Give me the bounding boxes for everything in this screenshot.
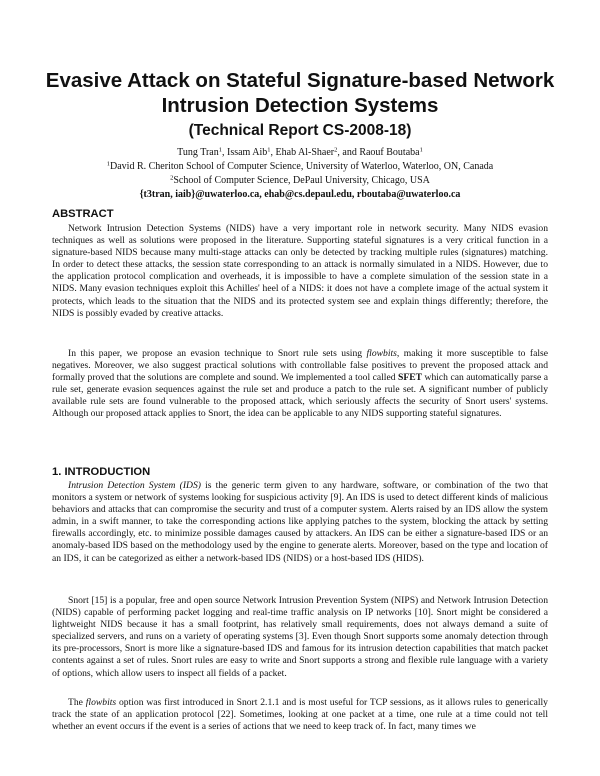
affiliation-2-mark: 2 xyxy=(170,174,174,182)
intro-p3-text-a: The xyxy=(68,697,86,708)
affiliation-2 xyxy=(40,174,560,188)
author-2: Issam Aib xyxy=(227,147,268,158)
author-emails: {t3tran, iaib}@uwaterloo.ca, ehab@cs.depaul.edu, rboutaba@uwaterloo.ca xyxy=(139,189,461,200)
author-block xyxy=(40,146,560,202)
author-separator: , xyxy=(222,147,227,158)
intro-p1-text: is the generic term given to any hardware, software, or combination of the two that monitors a system or network of systems looking for suspicious activity [9]. An IDS is used to detect different kinds of malicious behaviors and attacks that can compromise the security and trust of a computer system. Alerts raised by an IDS allow the system admin, in a swift manner, to take the corresponding actions like applying patches to the system, blocking the attack by setting firewalls accordingly, etc. to minimize possible damages caused by attackers. An IDS can be either a signature-based IDS or an anomaly-based IDS based on the methodology used by the engine to generate alerts. Moreover, based on the type and location of an IDS, it can be categorized as either a network-based IDS (NIDS) or a host-based IDS (HIDS). xyxy=(52,480,548,564)
author-2-affiliation-mark: 1 xyxy=(267,146,271,154)
introduction-paragraph-2: Snort [15] is a popular, free and open source Network Intrusion Prevention System (NIPS) and Network Intrusion Detection (NIDS) capable of performing packet logging and real-time traffic analysis on IP networks [10]. Snort might be considered a lightweight NIDS because it has a small footprint, has relatively small requirements, does not always demand a suite of specialized servers, and runs on a variety of operating systems [3]. Even though Snort supports some anomaly detection through its pre-processors, Snort is more like a signature-based IDS and famous for its intrusion detection capabilities that match packet contents against a set of rules. Snort rules are easy to write and Snort supports a strong and flexible rule language with a variety of options, which allow users to inspect all fields of a packet. xyxy=(52,595,548,679)
title-line-2: Intrusion Detection Systems xyxy=(161,94,439,117)
abstract-p2-flowbits: flowbits xyxy=(366,348,397,359)
abstract-p2-text-a: In this paper, we propose an evasion technique to Snort rule sets using xyxy=(68,348,367,359)
abstract-heading: ABSTRACT xyxy=(52,208,114,220)
author-3: Ehab Al-Shaer xyxy=(275,147,335,158)
affiliation-1 xyxy=(40,160,560,174)
title-line-1: Evasive Attack on Stateful Signature-based Network xyxy=(45,69,555,92)
affiliation-1-mark: 1 xyxy=(106,160,111,168)
affiliation-2-text: School of Computer Science, DePaul University, Chicago, USA xyxy=(173,175,430,186)
affiliation-1-text: David R. Cheriton School of Computer Science, University of Waterloo, Waterloo, ON, Canada xyxy=(110,161,494,172)
abstract-p2-tool-name: SFET xyxy=(398,372,423,384)
author-separator: , and xyxy=(337,147,360,158)
author-4-affiliation-mark: 1 xyxy=(419,146,423,154)
author-1: Tung Tran xyxy=(177,147,219,158)
introduction-paragraph-1 xyxy=(52,480,548,565)
author-1-affiliation-mark: 1 xyxy=(218,146,222,154)
intro-p3-flowbits: flowbits xyxy=(85,697,117,708)
abstract-p2-text-c: which can automatically parse a rule set, generate evasion sequences against the rule set and produce a patch to the rule set. A significant number of publicly available rule sets are found vulnerable to the proposed attack, which seriously affects the security of Snort users' systems. Although our proposed attack applies to Snort, the idea can be applicable to any NIDS supporting stateful signatures. xyxy=(52,372,548,420)
author-separator: , xyxy=(270,147,276,158)
abstract-paragraph-2 xyxy=(52,348,548,421)
abstract-p2-text-b: , making it more susceptible to false negatives. Moreover, we also suggest practical solutions with controllable false positives to prevent the proposed attack and formally proved that the solutions are complete and sound. We implemented a tool called xyxy=(52,348,548,384)
introduction-paragraph-3 xyxy=(52,697,548,733)
author-names xyxy=(40,146,560,160)
paper-title xyxy=(40,68,560,142)
report-number: (Technical Report CS-2008-18) xyxy=(188,122,412,139)
introduction-heading: 1. INTRODUCTION xyxy=(52,466,151,478)
intro-p3-text-b: option was first introduced in Snort 2.1.1 and is most useful for TCP sessions, as it allows rules to generically track the state of an application protocol [22]. Sometimes, looking at one packet at a time, one rule at a time could not tell whether an event occurs if the event is a series of actions that we need to keep track of. In fact, many times we xyxy=(52,697,548,733)
intro-p1-term: Intrusion Detection System (IDS) xyxy=(68,480,201,491)
author-3-affiliation-mark: 2 xyxy=(334,146,338,154)
author-4: Raouf Boutaba xyxy=(359,147,420,158)
abstract-paragraph-1: Network Intrusion Detection Systems (NIDS) have a very important role in network security. Many NIDS evasion techniques as well as solutions were proposed in the literature. Supporting stateful signatures is a very critical function in a signature-based NIDS because many multi-stage attacks can only be detected by tracking multiple rules (signatures) matching. In order to detect these attacks, the session state corresponding to an attack is normally simulated in a NIDS. However, due to the application protocol complication and overheads, it is impossible to have a complete simulation of the session state in a NIDS. Many evasion techniques exploit this Achilles' heel of a NIDS: it does not have a complete image of the actual system it protects, which leads to the situation that the NIDS and its protected system see and explain things differently; therefore, the NIDS is possibly evaded by creative attacks. xyxy=(52,223,548,319)
